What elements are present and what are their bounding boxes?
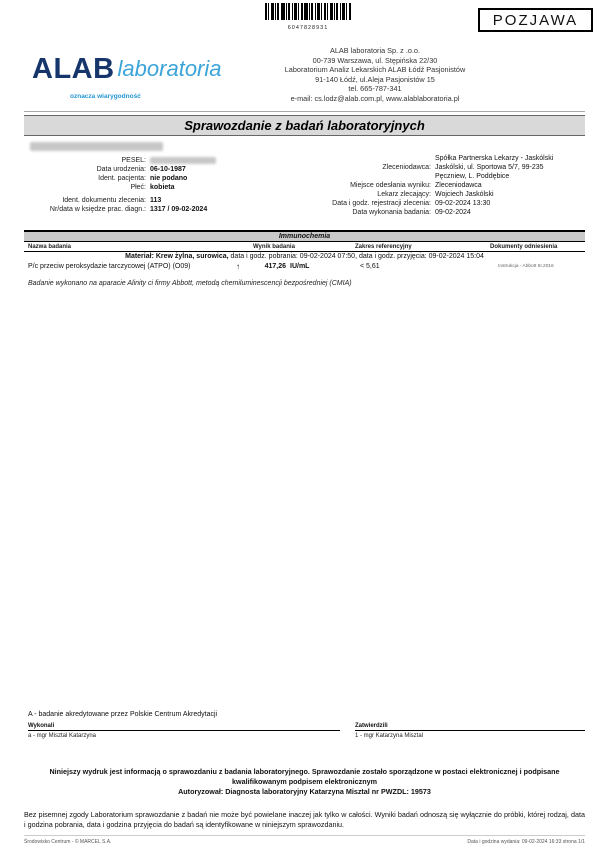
info-value: Jaskólski, ul. Sportowa 5/7, 99-235 [435,164,544,171]
info-label: Płeć: [130,184,146,191]
test-name: P/c przeciw peroksydazie tarczycowej (ATPO) (O09) [28,263,191,270]
info-label: Nr/data w księdze prac. diagn.: [49,206,146,213]
material-bold: Materiał: Krew żylna, surowica, [125,253,229,260]
info-row-birthdate [28,165,290,174]
material-line [24,253,585,260]
results-column-headers [24,243,585,252]
info-row-ordering-doctor [298,190,590,199]
info-value: nie podano [150,175,188,182]
approved-header: Zatwierdzili [355,723,585,731]
performed-by: a - mgr Misztal Katarzyna [28,733,97,739]
info-value [150,156,216,165]
test-reference-range: < 5,61 [360,263,380,270]
high-flag-arrow-icon: ↑ [236,262,240,271]
info-row-client-3 [298,172,590,181]
logo-tagline: oznacza wiarygodność [70,93,141,100]
approved-by-block [355,723,585,739]
info-value: 113 [150,197,162,204]
patient-info-right [298,154,590,217]
material-rest: data i godz. pobrania: 09-02-2024 07:50, data i godz. przyjęcia: 09-02-2024 15:04 [228,253,484,260]
barcode [263,3,353,31]
info-label: Data wykonania badania: [352,209,431,216]
approved-by: 1 - mgr Katarzyna Misztal [355,733,424,739]
footer-system: Środowisko Centrum - © MARCEL S.A. [24,839,112,845]
info-label [298,172,435,181]
electronic-signature-statement [24,767,585,797]
report-title-bar [24,115,585,136]
report-title: Sprawozdanie z badań laboratoryjnych [184,118,425,133]
info-row-patient-id [28,174,290,183]
footer-issue-datetime: Data i godzina wydania: 09-02-2024 16:33 strona 1/1 [467,839,585,845]
address-line: 00-739 Warszawa, ul. Stępińska 22/30 [312,55,438,65]
info-row-pesel [28,156,290,165]
lab-address-block [210,46,540,104]
section-title: Immunochemia [278,233,331,240]
info-label: Data i godz. rejestracji zlecenia: [332,200,431,207]
info-label [298,154,435,163]
info-row-client-1 [298,154,590,163]
info-value: Pęczniew, L. Poddębice [435,173,510,180]
info-value: Zleceniodawca [435,182,482,189]
info-row-order-doc-id [28,196,290,205]
redacted-pesel [150,157,216,164]
info-label: Ident. dokumentu zlecenia: [62,197,146,204]
test-result-unit: IU/mL [290,263,310,270]
info-label: Zleceniodawca: [382,164,431,171]
address-line: 91-140 Łódź, ul.Aleja Pasjonistów 15 [315,74,435,84]
stamp-label: POZJAWA [492,11,579,29]
header-divider [24,111,585,112]
electronic-note: Niniejszy wydruk jest informacją o sprawozdaniu z badania laboratoryjnego. Sprawozdanie zostało sporządzone w postaci elektronicznej i podpisane kwalifikowanym podpisem elektronicznym [49,767,560,786]
info-row-register-number [28,205,290,214]
test-result-value: 417,26 [264,263,286,270]
page-footer [24,835,585,845]
info-label: Ident. pacjenta: [98,175,146,182]
col-header-reference-docs: Dokumenty odniesienia [490,244,558,250]
info-row-sex [28,183,290,192]
info-value: 09-02-2024 13:30 [435,200,491,207]
info-row-registration-datetime [298,199,590,208]
address-line: e-mail: cs.lodz@alab.com.pl, www.alablaboratoria.pl [290,93,460,103]
info-row-exam-date [298,208,590,217]
performed-by-block [28,723,340,739]
info-value: 06-10-1987 [150,166,186,173]
lab-logo [28,48,222,100]
info-label: Miejsce odesłania wyniku: [350,182,431,189]
info-value: Spółka Partnerska Lekarzy - Jaskólski [435,155,554,162]
col-header-test-name: Nazwa badania [28,244,72,250]
info-label: Data urodzenia: [96,166,146,173]
info-label: Lekarz zlecający: [377,191,431,198]
address-line: tel. 665-787-341 [348,84,402,94]
col-header-reference-range: Zakres referencyjny [355,244,412,250]
info-row-client-2 [298,163,590,172]
info-value: Wojciech Jaskólski [435,191,494,198]
method-note: Badanie wykonano na aparacie Alinity ci firmy Abbott, metodą chemiluminescencji bezpośredniej (CMIA) [28,280,352,287]
barcode-image [265,3,351,20]
info-row-result-destination [298,181,590,190]
redacted-patient-name [30,142,163,151]
logo-brand-text: ALAB [32,52,115,85]
stamp-box [478,8,593,32]
info-value: 09-02-2024 [435,209,471,216]
address-line: Laboratorium Analiz Lekarskich ALAB Łódź Pasjonistów [284,65,466,75]
authorized-by: Autoryzował: Diagnosta laboratoryjny Katarzyna Misztal nr PWZDL: 19573 [178,787,431,796]
info-label: PESEL: [121,157,146,164]
patient-info-left [28,156,290,214]
accreditation-note: A - badanie akredytowane przez Polskie Centrum Akredytacji [28,711,218,718]
address-line: ALAB laboratoria Sp. z .o.o. [329,46,421,55]
section-header-immunochemia [24,232,585,242]
test-reference-doc: Instrukcja - Abbott III.2016 [498,264,554,269]
barcode-number: 6047828931 [287,25,329,31]
logo-sub-text: laboratoria [117,56,222,81]
col-header-result: Wynik badania [253,244,295,250]
performed-header: Wykonali [28,723,340,731]
copy-disclaimer: Bez pisemnej zgody Laboratorium sprawozdanie z badań nie może być powielane inaczej jak tylko w całości. Wyniki badań odnoszą się wyłącznie do próbki, której rodzaj, data i godzina pobrania, data i godzina przyjęcia do badań są identyfikowane w niniejszym sprawozdaniu. [24,810,585,829]
info-value: 1317 / 09-02-2024 [150,206,208,213]
info-value: kobieta [150,184,175,191]
